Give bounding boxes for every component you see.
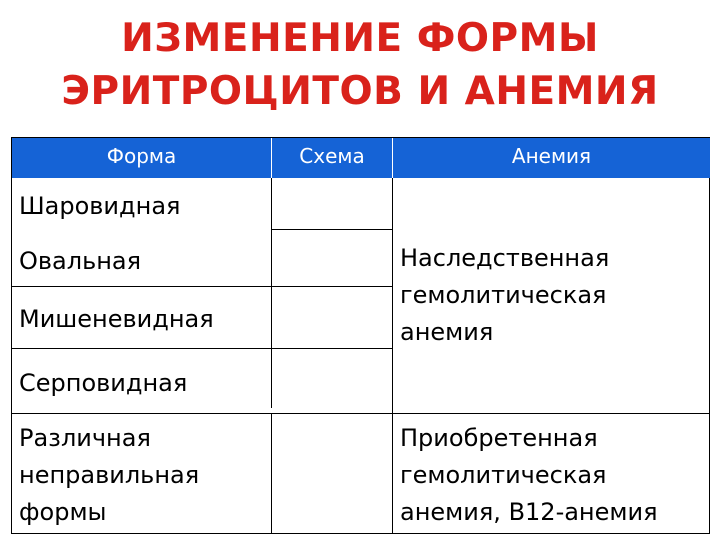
grid-line — [12, 286, 392, 287]
grid-line — [271, 229, 393, 230]
anemia-hereditary: Наследственная гемолитическая анемия — [400, 244, 610, 346]
header-divider — [271, 138, 272, 178]
grid-line — [12, 413, 710, 414]
row-forma-5: Различная неправильная формы — [19, 424, 200, 526]
header-anemia — [393, 138, 710, 178]
anemia-acquired: Приобретенная гемолитическая анемия, В12-анемия — [400, 424, 658, 526]
grid-line — [12, 348, 392, 349]
grid-line — [392, 138, 393, 533]
row-forma-4: Серповидная — [19, 369, 188, 397]
grid-line — [271, 413, 272, 533]
header-divider — [392, 138, 393, 178]
header-forma-label: Форма — [106, 144, 177, 168]
header-schema — [272, 138, 392, 178]
row-forma-1: Шаровидная — [19, 192, 181, 220]
header-schema-label: Схема — [299, 144, 365, 168]
shape-table — [11, 137, 710, 534]
slide-title — [0, 12, 720, 118]
title-line-2: ЭРИТРОЦИТОВ И АНЕМИЯ — [61, 69, 659, 114]
row-forma-3: Мишеневидная — [19, 305, 214, 333]
grid-line — [12, 178, 271, 179]
row-forma-2: Овальная — [19, 247, 142, 275]
grid-line — [271, 138, 272, 408]
header-forma — [12, 138, 271, 178]
header-anemia-label: Анемия — [511, 144, 592, 168]
title-line-1: ИЗМЕНЕНИЕ ФОРМЫ — [121, 16, 599, 61]
